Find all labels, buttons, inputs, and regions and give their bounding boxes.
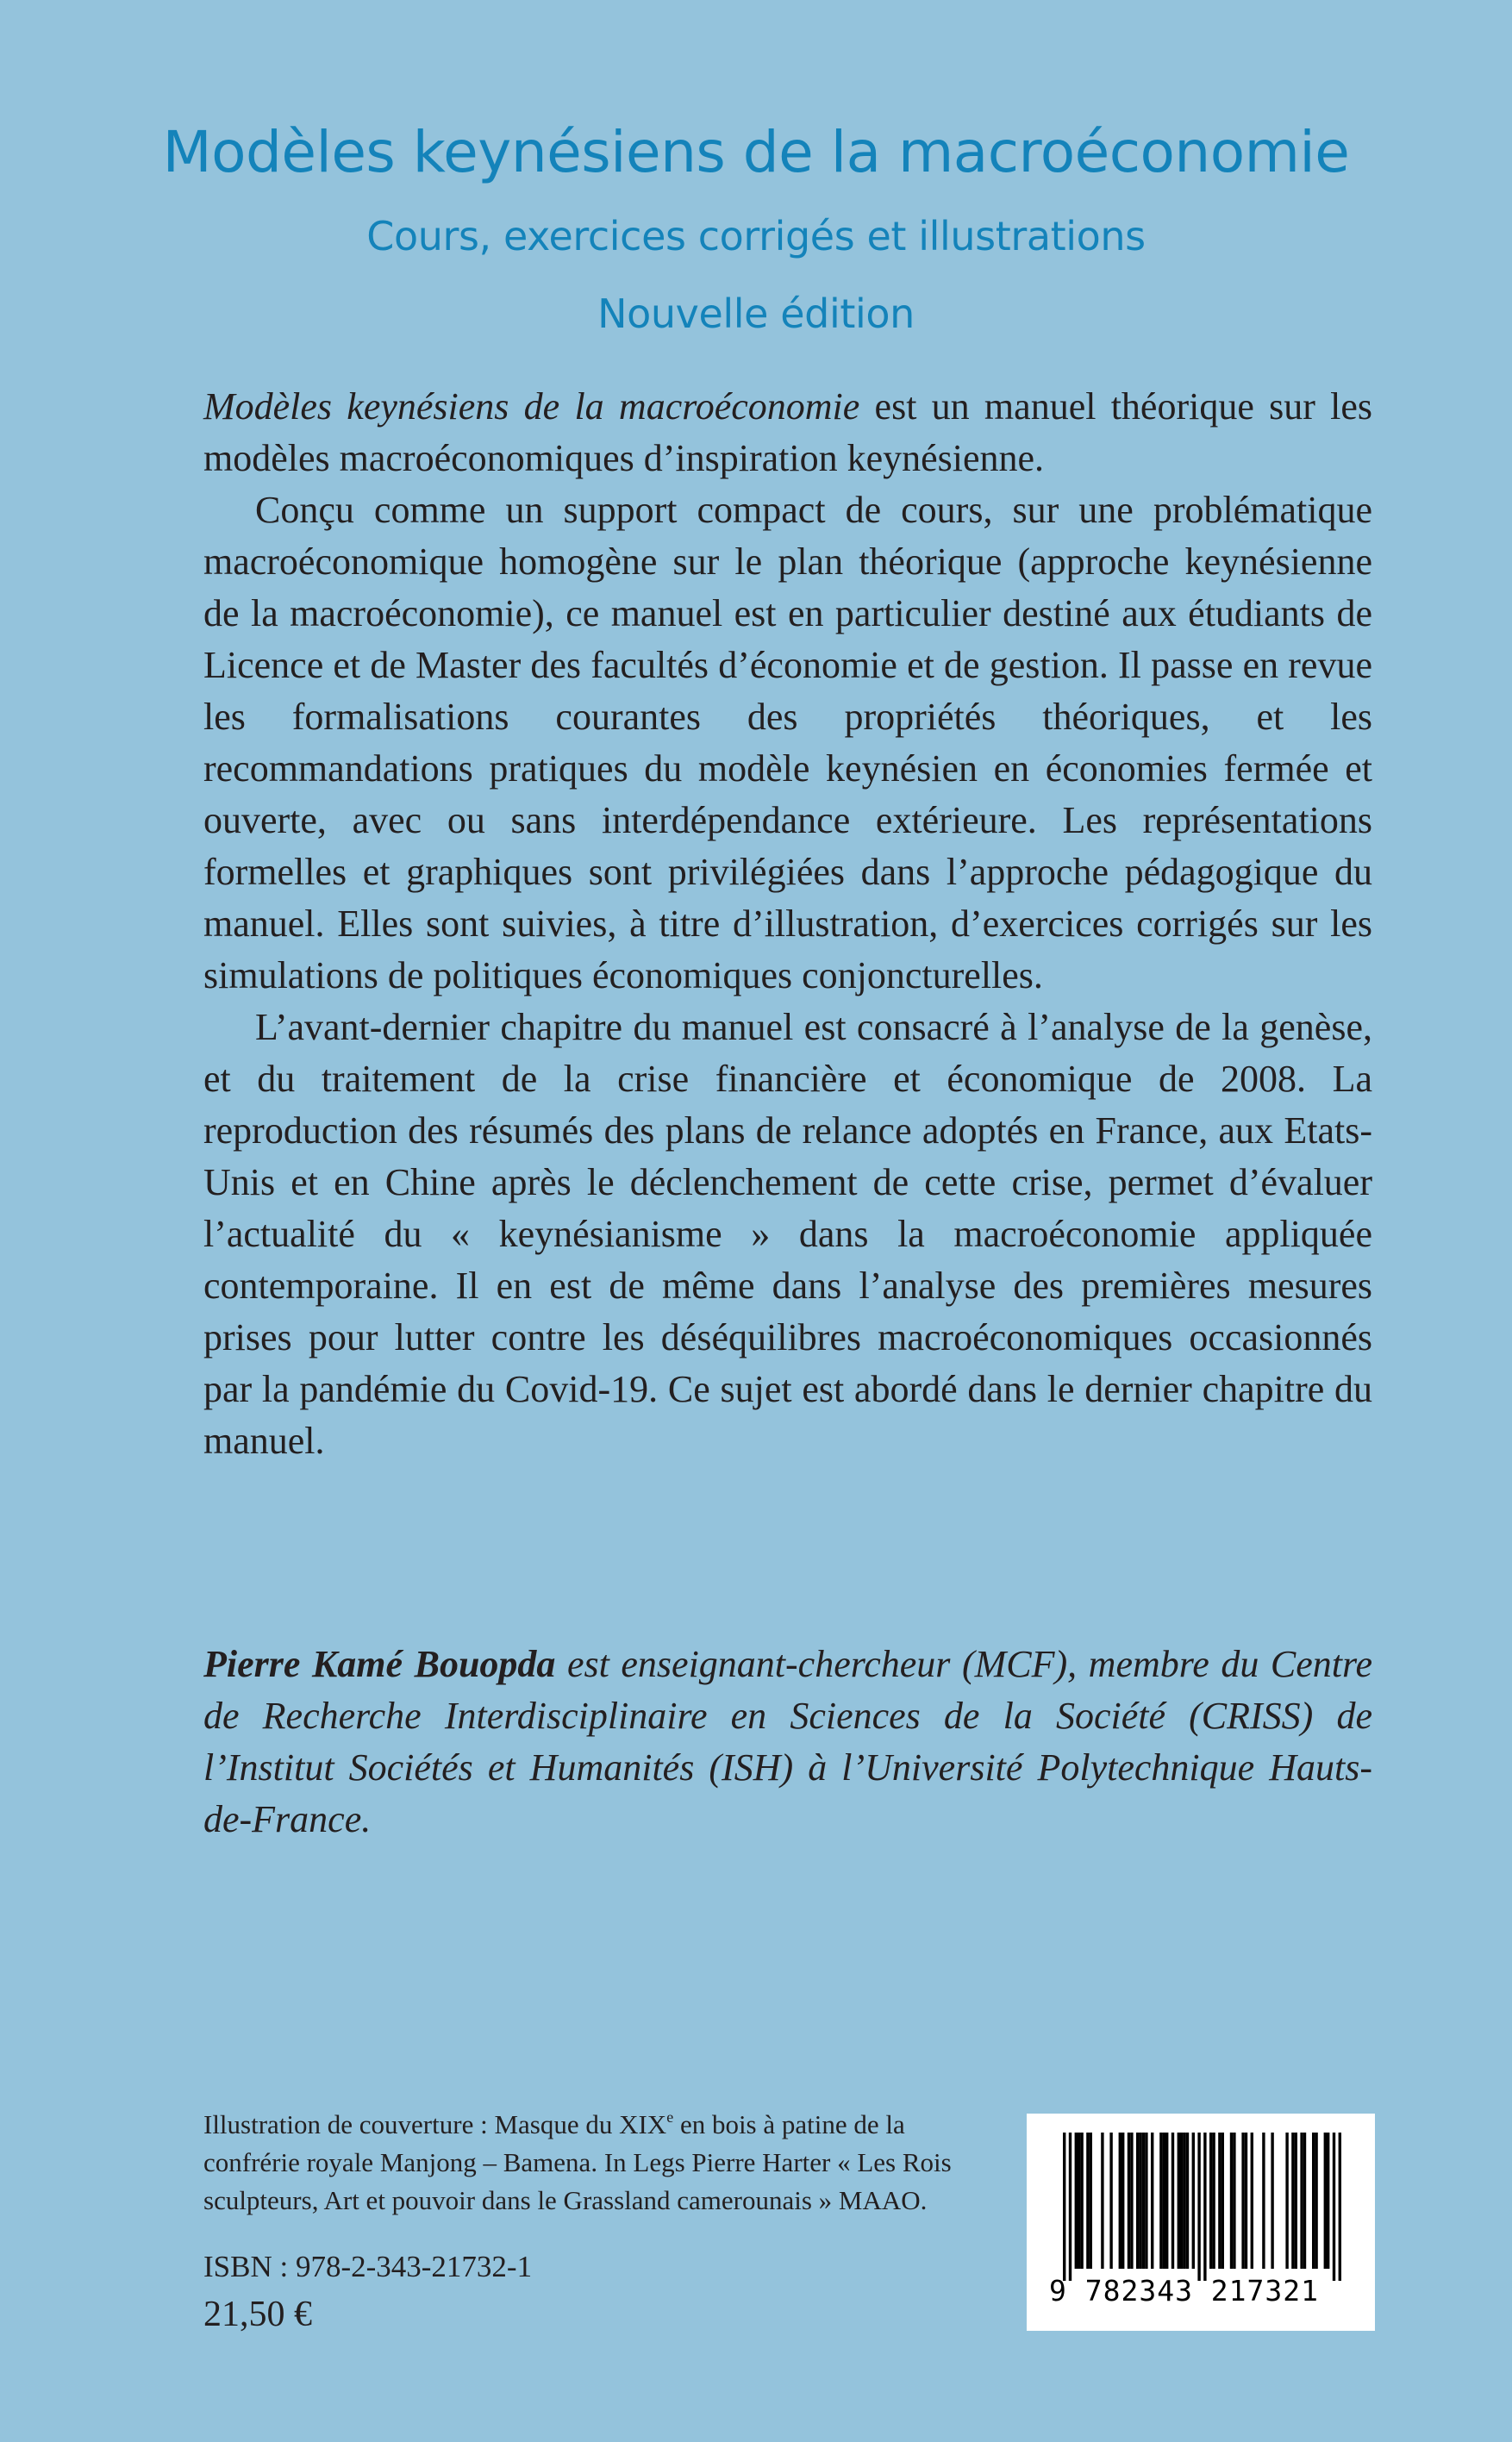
description-book-title: Modèles keynésiens de la macroéconomie <box>203 385 860 428</box>
author-bio-text: est enseignant-chercheur (MCF), membre du Centre de Recherche Interdisciplinaire en Sciences de la Société (CRISS) de l’Institut Sociétés et Humanités (ISH) à l’Université Polytechnique Hauts-de-France. <box>203 1643 1372 1840</box>
barcode-bar <box>1218 2133 1221 2269</box>
barcode-bar <box>1241 2133 1244 2269</box>
barcode-bar <box>1130 2133 1133 2269</box>
barcode-bar <box>1101 2133 1103 2269</box>
barcode-bar <box>1285 2133 1288 2269</box>
barcode-bar <box>1178 2133 1180 2269</box>
barcode-bar <box>1300 2133 1303 2269</box>
barcode-bar <box>1078 2133 1080 2269</box>
barcode-bar <box>1291 2133 1294 2269</box>
barcode-bar <box>1271 2133 1273 2269</box>
description-paragraph-3: L’avant-dernier chapitre du manuel est consacré à l’analyse de la genèse, et du traitement de la crise financière et économique de 2008. La reproduction des résumés des plans de relance adoptés en France, aux Etats-Unis et en Chine après le déclenchement de cette crise, permet d’évaluer l’actualité du « keynésianisme » dans la macroéconomie appliquée contemporaine. Il en est de même dans l’analyse des premières mesures prises pour lutter contre les déséquilibres macroéconomiques occasionnés par la pandémie du Covid-19. Ce sujet est abordé dans le dernier chapitre du manuel. <box>203 1006 1372 1462</box>
barcode-bar <box>1212 2133 1215 2269</box>
description-p1-text: est un manuel théorique sur les modèles macroéconomiques d’inspiration keynésienne. <box>203 385 1373 479</box>
barcode-bar <box>1230 2133 1233 2269</box>
barcode-bar <box>1080 2133 1083 2269</box>
price-label: 21,50 € <box>203 2295 312 2334</box>
barcode-bar <box>1139 2133 1141 2269</box>
description-paragraph-1 <box>203 381 1372 484</box>
barcode-bar <box>1327 2133 1329 2269</box>
barcode-bar <box>1159 2133 1162 2269</box>
author-bio <box>203 1639 1372 1846</box>
barcode-bar <box>1183 2133 1185 2269</box>
barcode-bar <box>1122 2133 1124 2269</box>
barcode-bar <box>1262 2133 1265 2269</box>
barcode-bar <box>1209 2133 1212 2269</box>
barcode-bar <box>1221 2133 1224 2269</box>
barcode-bar <box>1069 2133 1072 2281</box>
edition-label: Nouvelle édition <box>597 290 915 337</box>
cover-illustration-credit <box>203 2106 962 2220</box>
barcode-bar <box>1333 2133 1335 2281</box>
barcode-bar <box>1142 2133 1145 2269</box>
credit-text: en bois à patine de la confrérie royale Manjong – Bamena. In Legs Pierre Harter « Les Rois sculpteurs, Art et pouvoir dans le Grassland camerounais » MAAO. <box>203 2109 952 2215</box>
barcode-bar <box>1090 2133 1092 2269</box>
barcode-bar <box>1324 2133 1327 2269</box>
barcode-bar <box>1086 2133 1089 2269</box>
barcode-digits: 9 782343 217321 <box>1049 2274 1320 2308</box>
credit-prefix: Illustration de couverture : Masque du XIX <box>203 2109 667 2139</box>
barcode-bar <box>1165 2133 1168 2269</box>
barcode-bar <box>1192 2133 1195 2269</box>
author-name: Pierre Kamé Bouopda <box>203 1643 556 1685</box>
description-paragraph-2: Conçu comme un support compact de cours, sur une problématique macroéconomique homogène sur le plan théorique (approche keynésienne de la macroéconomie), ce manuel est en particulier destiné aux étudiants de Licence et de Master des facultés d’économie et de gestion. Il passe en revue les formalisations courantes des propriétés théoriques, et les recommandations pratiques du modèle keynésien en économies fermée et ouverte, avec ou sans interdépendance extérieure. Les représentations formelles et graphiques sont privilégiées dans l’approche pédagogique du manuel. Elles sont suivies, à titre d’illustration, d’exercices corrigés sur les simulations de politiques économiques conjoncturelles. <box>203 489 1372 996</box>
barcode-bar <box>1151 2133 1153 2269</box>
barcode-bar <box>1136 2133 1139 2269</box>
barcode-bar <box>1233 2133 1235 2269</box>
barcode-bar <box>1251 2133 1253 2269</box>
barcode-bar <box>1145 2133 1147 2269</box>
barcode-bar <box>1315 2133 1317 2269</box>
barcode-bar <box>1339 2133 1341 2281</box>
barcode-bar <box>1163 2133 1165 2269</box>
barcode-bar <box>1119 2133 1122 2269</box>
isbn-label: ISBN : 978-2-343-21732-1 <box>203 2250 533 2283</box>
barcode-bar <box>1075 2133 1078 2269</box>
barcode-bar <box>1312 2133 1315 2269</box>
barcode-bar <box>1128 2133 1130 2269</box>
barcode-bar <box>1303 2133 1306 2269</box>
barcode-bar <box>1186 2133 1189 2269</box>
barcode-bar <box>1171 2133 1174 2269</box>
book-title: Modèles keynésiens de la macroéconomie <box>162 119 1350 185</box>
barcode-bar <box>1063 2133 1065 2281</box>
credit-superscript: e <box>666 2108 674 2126</box>
barcode-bar <box>1295 2133 1297 2269</box>
book-description <box>203 381 1372 1467</box>
barcode-bar <box>1109 2133 1112 2269</box>
barcode <box>1027 2114 1375 2331</box>
book-subtitle: Cours, exercices corrigés et illustrations <box>366 213 1146 259</box>
barcode-bar <box>1203 2133 1206 2281</box>
barcode-bar <box>1180 2133 1183 2269</box>
barcode-bar <box>1197 2133 1200 2281</box>
barcode-bar <box>1245 2133 1247 2269</box>
